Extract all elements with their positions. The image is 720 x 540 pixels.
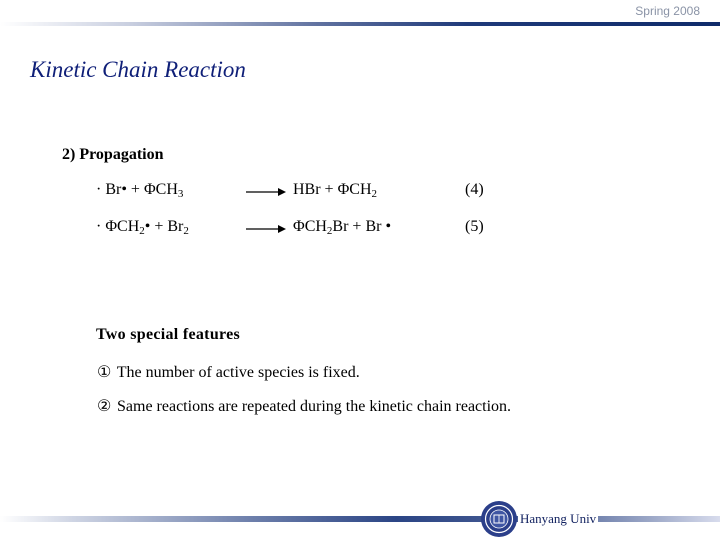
subscript: 2: [326, 225, 333, 237]
reactant-text: ΦCH: [105, 218, 140, 235]
reaction-5-products: [293, 218, 391, 237]
feature-text: The number of active species is fixed.: [116, 364, 360, 381]
reaction-number: (5): [465, 218, 484, 235]
bullet: ·: [96, 218, 102, 235]
reaction-4-reactants: [96, 181, 183, 200]
product-text: HBr + ΦCH: [293, 181, 372, 198]
reaction-5-reactants: [96, 218, 189, 237]
circled-two-marker: ②: [97, 398, 112, 415]
footer-divider: [0, 516, 720, 522]
reaction-arrow-icon: [246, 223, 286, 235]
subscript: 2: [371, 188, 377, 200]
feature-item-1: [97, 362, 360, 382]
reaction-5: [0, 218, 720, 244]
product-text: ΦCH: [293, 218, 327, 235]
section-heading: 2) Propagation: [62, 146, 164, 163]
reaction-4-products: [293, 181, 377, 200]
reaction-number: (4): [465, 181, 484, 198]
university-seal-icon: [480, 500, 518, 538]
subscript: 2: [139, 225, 145, 237]
reaction-arrow-icon: [246, 186, 286, 198]
subscript: 2: [183, 225, 189, 237]
university-name: Hanyang Univ: [520, 511, 597, 526]
slide-title: Kinetic Chain Reaction: [30, 57, 246, 82]
reactant-text: Br• + ΦCH: [105, 181, 178, 198]
reaction-4: [0, 181, 720, 207]
semester-label: Spring 2008: [635, 4, 700, 18]
bullet: ·: [96, 181, 102, 198]
feature-text: Same reactions are repeated during the kinetic chain reaction.: [117, 398, 512, 415]
subscript: 3: [177, 188, 184, 200]
features-heading: Two special features: [96, 326, 241, 343]
product-text-cont: Br + Br •: [332, 218, 392, 235]
header-divider: [0, 22, 720, 26]
reactant-text-cont: • + Br: [144, 218, 184, 235]
circled-one-marker: ①: [97, 364, 112, 381]
feature-item-2: [97, 396, 511, 416]
